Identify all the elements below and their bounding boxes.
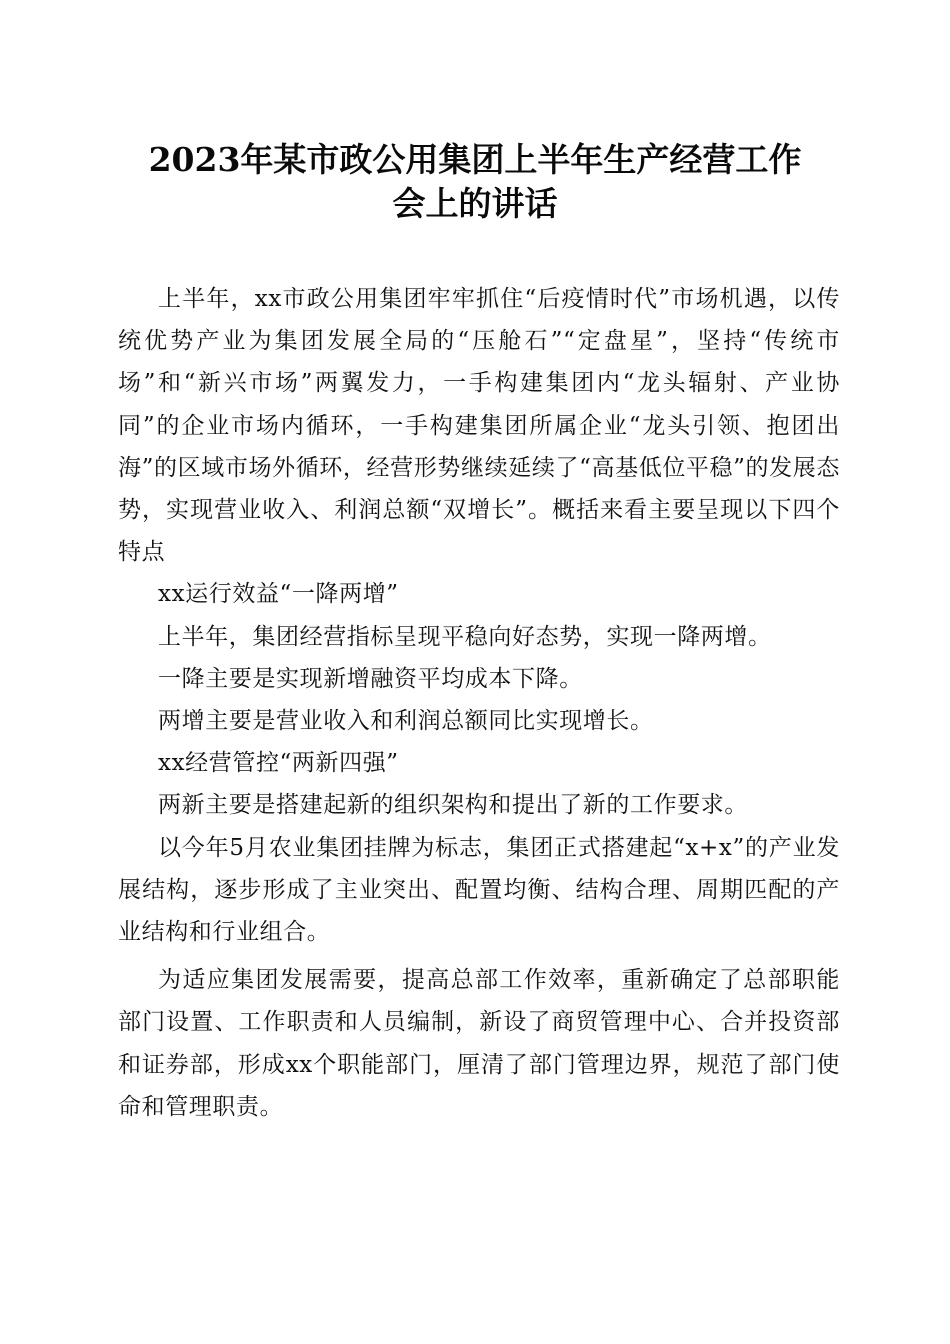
paragraph: 以今年5月农业集团挂牌为标志，集团正式搭建起“x+x”的产业发展结构，逐步形成了主业突出、配置均衡、结构合理、周期匹配的产业结构和行业组合。 — [118, 834, 840, 946]
subheading-operating-benefits: xx运行效益“一降两增” — [158, 581, 399, 608]
document-title — [90, 138, 860, 226]
paragraph: 上半年，集团经营指标呈现平稳向好态势，实现一降两增。 — [158, 623, 772, 650]
paragraph-intro: 上半年，xx市政公用集团牢牢抓住“后疫情时代”市场机遇，以传统优势产业为集团发展全局的“压舱石”“定盘星”，坚持“传统市场”和“新兴市场”两翼发力，一手构建集团内“龙头辐射、产业协同”的企业市场内循环，一手构建集团所属企业“龙头引领、抱团出海”的区域市场外循环，经营形势继续延续了“高基低位平稳”的发展态势，实现营业收入、利润总额“双增长”。概括来看主要呈现以下四个特点 — [118, 286, 840, 566]
paragraph: 为适应集团发展需要，提高总部工作效率，重新确定了总部职能部门设置、工作职责和人员编制，新设了商贸管理中心、合并投资部和证券部，形成xx个职能部门，厘清了部门管理边界，规范了部门使命和管理职责。 — [118, 967, 840, 1120]
document-body — [118, 278, 840, 1128]
title-line-1: 2023年某市政公用集团上半年生产经营工作 — [148, 140, 802, 179]
subheading-operation-control: xx经营管控“两新四强” — [158, 750, 399, 777]
paragraph: 一降主要是实现新增融资平均成本下降。 — [158, 665, 583, 692]
title-line-2: 会上的讲话 — [392, 184, 558, 223]
paragraph: 两增主要是营业收入和利润总额同比实现增长。 — [158, 708, 654, 735]
paragraph: 两新主要是搭建起新的组织架构和提出了新的工作要求。 — [158, 792, 748, 819]
